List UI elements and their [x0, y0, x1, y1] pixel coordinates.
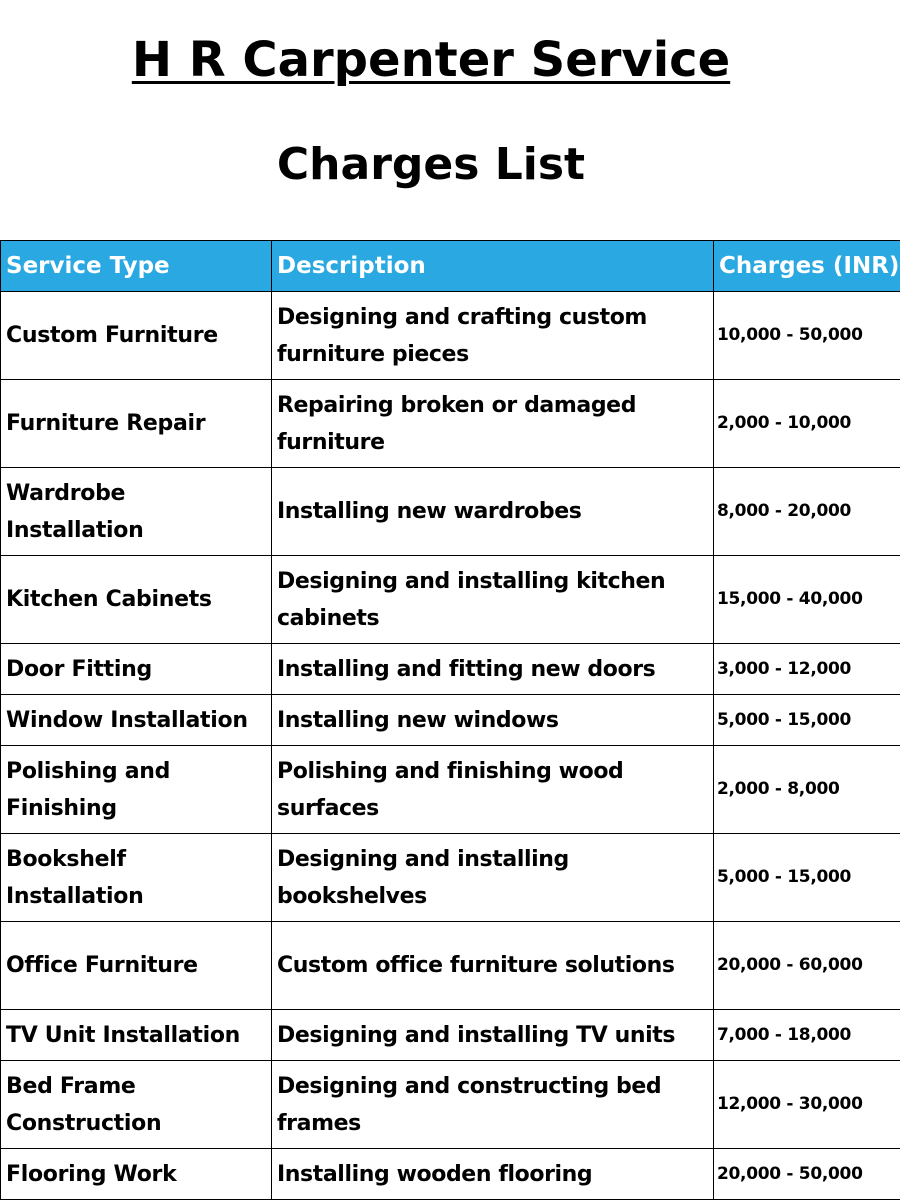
column-header-description: Description [272, 241, 714, 292]
description-cell: Installing wooden flooring [272, 1149, 714, 1200]
charges-cell: 20,000 - 50,000 [714, 1149, 900, 1200]
description-cell: Repairing broken or damaged furniture [272, 380, 714, 468]
table-body [1, 292, 900, 1200]
table-row [1, 556, 900, 644]
header-row [1, 241, 900, 292]
table-row [1, 834, 900, 922]
charges-cell: 20,000 - 60,000 [714, 922, 900, 1010]
charges-cell: 3,000 - 12,000 [714, 644, 900, 695]
column-header-service-type: Service Type [1, 241, 272, 292]
charges-cell: 5,000 - 15,000 [714, 834, 900, 922]
column-header-charges: Charges (INR) [714, 241, 900, 292]
charges-cell: 12,000 - 30,000 [714, 1061, 900, 1149]
charges-cell: 5,000 - 15,000 [714, 695, 900, 746]
charges-cell: 2,000 - 8,000 [714, 746, 900, 834]
service-cell: TV Unit Installation [1, 1010, 272, 1061]
charges-cell: 8,000 - 20,000 [714, 468, 900, 556]
description-cell: Installing and fitting new doors [272, 644, 714, 695]
charges-table [0, 240, 900, 1200]
service-cell: Bed Frame Construction [1, 1061, 272, 1149]
table-row [1, 1149, 900, 1200]
service-cell: Window Installation [1, 695, 272, 746]
charges-cell: 7,000 - 18,000 [714, 1010, 900, 1061]
charges-cell: 2,000 - 10,000 [714, 380, 900, 468]
description-cell: Designing and crafting custom furniture pieces [272, 292, 714, 380]
description-cell: Designing and installing kitchen cabinets [272, 556, 714, 644]
service-cell: Office Furniture [1, 922, 272, 1010]
table-row [1, 746, 900, 834]
description-cell: Polishing and finishing wood surfaces [272, 746, 714, 834]
table-row [1, 644, 900, 695]
table-header [1, 241, 900, 292]
table-row [1, 922, 900, 1010]
service-cell: Door Fitting [1, 644, 272, 695]
description-cell: Custom office furniture solutions [272, 922, 714, 1010]
description-cell: Designing and installing TV units [272, 1010, 714, 1061]
table-row [1, 292, 900, 380]
description-cell: Designing and constructing bed frames [272, 1061, 714, 1149]
page-title: H R Carpenter Service [131, 32, 731, 88]
description-cell: Designing and installing bookshelves [272, 834, 714, 922]
service-cell: Furniture Repair [1, 380, 272, 468]
description-cell: Installing new windows [272, 695, 714, 746]
service-cell: Flooring Work [1, 1149, 272, 1200]
table-row [1, 695, 900, 746]
table-row [1, 1061, 900, 1149]
service-cell: Custom Furniture [1, 292, 272, 380]
service-cell: Wardrobe Installation [1, 468, 272, 556]
service-cell: Kitchen Cabinets [1, 556, 272, 644]
table-row [1, 468, 900, 556]
charges-cell: 15,000 - 40,000 [714, 556, 900, 644]
table-row [1, 380, 900, 468]
service-cell: Bookshelf Installation [1, 834, 272, 922]
service-cell: Polishing and Finishing [1, 746, 272, 834]
page-subtitle: Charges List [276, 139, 586, 190]
description-cell: Installing new wardrobes [272, 468, 714, 556]
table-row [1, 1010, 900, 1061]
charges-cell: 10,000 - 50,000 [714, 292, 900, 380]
